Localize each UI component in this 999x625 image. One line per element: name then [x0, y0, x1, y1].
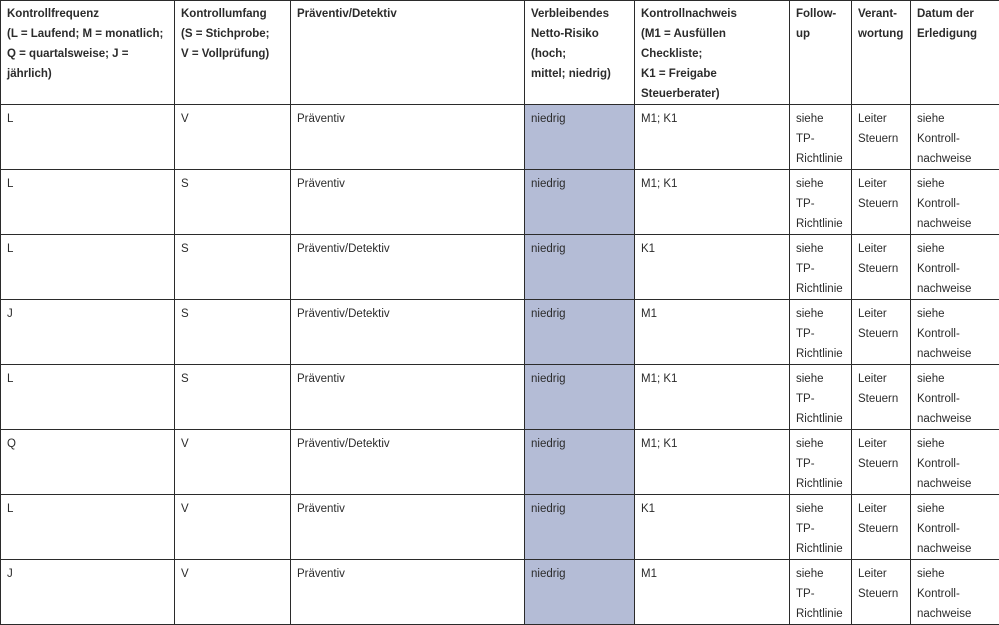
header-netto-risiko: Verbleibendes Netto-Risiko (hoch; mittel; niedrig)	[525, 1, 635, 105]
cell-kontrollfrequenz: L	[1, 170, 175, 235]
table-row	[1, 235, 999, 300]
cell-datum: siehe Kontroll- nachweise	[911, 495, 999, 560]
cell-verantwortung: Leiter Steuern	[852, 235, 911, 300]
header-kontrollumfang: Kontrollumfang (S = Stichprobe; V = Vollprüfung)	[175, 1, 291, 105]
header-praeventiv-detektiv: Präventiv/Detektiv	[291, 1, 525, 105]
cell-praeventiv-detektiv: Präventiv	[291, 365, 525, 430]
cell-verantwortung: Leiter Steuern	[852, 105, 911, 170]
table-row	[1, 560, 999, 625]
cell-verantwortung: Leiter Steuern	[852, 170, 911, 235]
cell-kontrollumfang: V	[175, 560, 291, 625]
cell-netto-risiko: niedrig	[525, 495, 635, 560]
cell-follow-up: siehe TP- Richtlinie	[790, 235, 852, 300]
cell-follow-up: siehe TP- Richtlinie	[790, 365, 852, 430]
cell-kontrollnachweis: K1	[635, 495, 790, 560]
cell-kontrollfrequenz: L	[1, 235, 175, 300]
cell-follow-up: siehe TP- Richtlinie	[790, 170, 852, 235]
cell-kontrollnachweis: M1; K1	[635, 365, 790, 430]
cell-praeventiv-detektiv: Präventiv	[291, 105, 525, 170]
cell-kontrollnachweis: M1; K1	[635, 170, 790, 235]
header-verantwortung: Verant- wortung	[852, 1, 911, 105]
cell-kontrollumfang: S	[175, 170, 291, 235]
table-row	[1, 430, 999, 495]
cell-verantwortung: Leiter Steuern	[852, 430, 911, 495]
cell-follow-up: siehe TP- Richtlinie	[790, 560, 852, 625]
cell-kontrollumfang: S	[175, 300, 291, 365]
cell-kontrollfrequenz: J	[1, 300, 175, 365]
header-kontrollfrequenz: Kontrollfrequenz (L = Laufend; M = monatlich; Q = quartalsweise; J = jährlich)	[1, 1, 175, 105]
cell-follow-up: siehe TP- Richtlinie	[790, 105, 852, 170]
table-row	[1, 495, 999, 560]
header-follow-up: Follow-up	[790, 1, 852, 105]
cell-follow-up: siehe TP- Richtlinie	[790, 300, 852, 365]
header-kontrollnachweis: Kontrollnachweis (M1 = Ausfüllen Checkliste; K1 = Freigabe Steuerberater)	[635, 1, 790, 105]
header-row	[1, 1, 999, 105]
cell-praeventiv-detektiv: Präventiv/Detektiv	[291, 235, 525, 300]
cell-datum: siehe Kontroll- nachweise	[911, 560, 999, 625]
cell-kontrollumfang: V	[175, 430, 291, 495]
cell-verantwortung: Leiter Steuern	[852, 495, 911, 560]
cell-kontrollfrequenz: Q	[1, 430, 175, 495]
cell-kontrollfrequenz: L	[1, 105, 175, 170]
cell-kontrollumfang: V	[175, 105, 291, 170]
cell-verantwortung: Leiter Steuern	[852, 300, 911, 365]
cell-datum: siehe Kontroll- nachweise	[911, 365, 999, 430]
cell-netto-risiko: niedrig	[525, 235, 635, 300]
cell-kontrollfrequenz: L	[1, 365, 175, 430]
cell-verantwortung: Leiter Steuern	[852, 365, 911, 430]
cell-praeventiv-detektiv: Präventiv	[291, 560, 525, 625]
cell-follow-up: siehe TP- Richtlinie	[790, 495, 852, 560]
cell-netto-risiko: niedrig	[525, 430, 635, 495]
cell-netto-risiko: niedrig	[525, 105, 635, 170]
cell-kontrollnachweis: K1	[635, 235, 790, 300]
cell-datum: siehe Kontroll- nachweise	[911, 430, 999, 495]
cell-kontrollfrequenz: J	[1, 560, 175, 625]
cell-datum: siehe Kontroll- nachweise	[911, 300, 999, 365]
cell-datum: siehe Kontroll- nachweise	[911, 170, 999, 235]
header-datum: Datum der Erledigung	[911, 1, 999, 105]
cell-kontrollumfang: V	[175, 495, 291, 560]
cell-datum: siehe Kontroll- nachweise	[911, 105, 999, 170]
table-row	[1, 300, 999, 365]
cell-netto-risiko: niedrig	[525, 170, 635, 235]
cell-kontrollnachweis: M1; K1	[635, 430, 790, 495]
cell-kontrollnachweis: M1; K1	[635, 105, 790, 170]
cell-praeventiv-detektiv: Präventiv	[291, 170, 525, 235]
table-row	[1, 170, 999, 235]
cell-kontrollfrequenz: L	[1, 495, 175, 560]
table-row	[1, 365, 999, 430]
cell-follow-up: siehe TP- Richtlinie	[790, 430, 852, 495]
table-row	[1, 105, 999, 170]
cell-praeventiv-detektiv: Präventiv	[291, 495, 525, 560]
cell-praeventiv-detektiv: Präventiv/Detektiv	[291, 300, 525, 365]
cell-netto-risiko: niedrig	[525, 300, 635, 365]
cell-kontrollumfang: S	[175, 365, 291, 430]
cell-datum: siehe Kontroll- nachweise	[911, 235, 999, 300]
cell-netto-risiko: niedrig	[525, 365, 635, 430]
table-body	[1, 105, 999, 625]
cell-kontrollnachweis: M1	[635, 560, 790, 625]
cell-kontrollumfang: S	[175, 235, 291, 300]
cell-verantwortung: Leiter Steuern	[852, 560, 911, 625]
cell-netto-risiko: niedrig	[525, 560, 635, 625]
cell-kontrollnachweis: M1	[635, 300, 790, 365]
cell-praeventiv-detektiv: Präventiv/Detektiv	[291, 430, 525, 495]
